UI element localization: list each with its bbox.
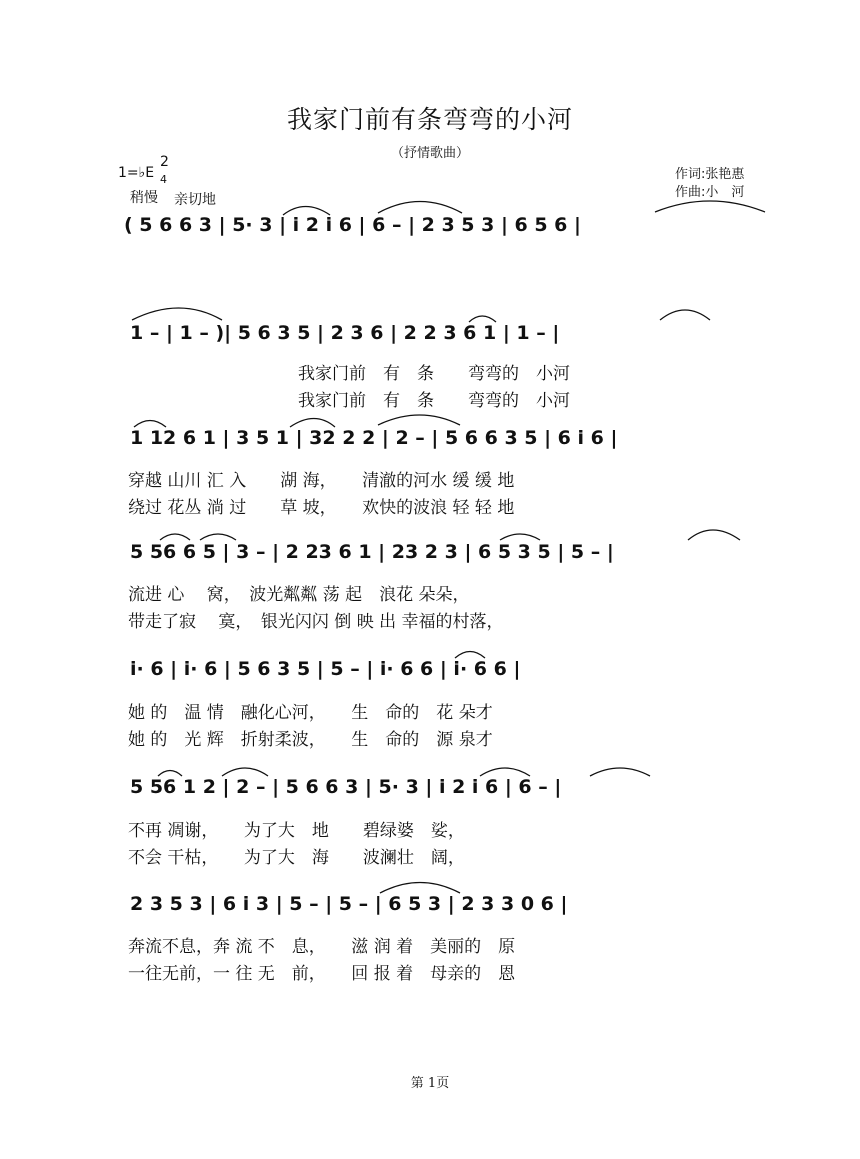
key-signature: 1=♭E	[118, 165, 155, 181]
song-subtitle: （抒情歌曲）	[390, 146, 469, 161]
score-row-6-notes: 5 56 1 2 | 2 – | 5 6 6 3 | 5· 3 | i 2 i 6 | 6 – |	[130, 776, 562, 798]
score-row-3-lyric-1: 穿越 山川 汇 入 湖 海， 清澈的河水 缓 缓 地	[128, 471, 515, 491]
tempo-marking: 稍慢	[130, 190, 158, 206]
score-row-1-notes: ( 5 6 6 3 | 5· 3 | i 2 i 6 | 6 – | 2 3 5 3 | 6 5 6 |	[124, 214, 581, 236]
time-signature-top: 2	[160, 154, 169, 170]
score-row-2-lyric-2: 我家门前 有 条 弯弯的 小河	[298, 391, 570, 411]
score-row-4-lyric-1: 流进 心 窝， 波光粼粼 荡 起 浪花 朵朵，	[128, 585, 470, 605]
time-signature-bottom: 4	[160, 173, 167, 186]
expression-marking: 亲切地	[174, 192, 216, 208]
score-row-3-notes: 1 12 6 1 | 3 5 1 | 32 2 2 | 2 – | 5 6 6 3 5 | 6 i 6 |	[130, 427, 618, 449]
score-row-7-lyric-1: 奔流不息，奔 流 不 息， 滋 润 着 美丽的 原	[128, 937, 516, 957]
score-row-2-notes: 1 – | 1 – )| 5 6 3 5 | 2 3 6 | 2 2 3 6 1 | 1 – |	[130, 322, 560, 344]
score-row-5-lyric-1: 她 的 温 情 融化心河， 生 命的 花 朵才	[128, 703, 493, 723]
score-row-7-notes: 2 3 5 3 | 6 i 3 | 5 – | 5 – | 6 5 3 | 2 3 3 0 6 |	[130, 893, 568, 915]
composer-credit: 作曲:小 河	[675, 185, 745, 200]
score-row-4-notes: 5 56 6 5 | 3 – | 2 23 6 1 | 23 2 3 | 6 5 3 5 | 5 – |	[130, 541, 614, 563]
score-row-2-lyric-1: 我家门前 有 条 弯弯的 小河	[298, 364, 570, 384]
score-row-6-lyric-1: 不再 凋谢， 为了大 地 碧绿婆 娑，	[128, 821, 465, 841]
lyricist-credit: 作词:张艳惠	[675, 167, 745, 182]
song-title: 我家门前有条弯弯的小河	[286, 105, 573, 134]
score-row-7-lyric-2: 一往无前，一 往 无 前， 回 报 着 母亲的 恩	[128, 964, 516, 984]
score-row-3-lyric-2: 绕过 花丛 淌 过 草 坡， 欢快的波浪 轻 轻 地	[128, 498, 515, 518]
score-row-5-lyric-2: 她 的 光 辉 折射柔波， 生 命的 源 泉才	[128, 730, 493, 750]
score-row-4-lyric-2: 带走了寂 寞， 银光闪闪 倒 映 出 幸福的村落，	[128, 612, 504, 632]
page-number: 第 1页	[410, 1076, 450, 1091]
score-row-5-notes: i· 6 | i· 6 | 5 6 3 5 | 5 – | i· 6 6 | i· 6 6 |	[130, 658, 521, 680]
score-row-6-lyric-2: 不会 干枯， 为了大 海 波澜壮 阔，	[128, 848, 465, 868]
